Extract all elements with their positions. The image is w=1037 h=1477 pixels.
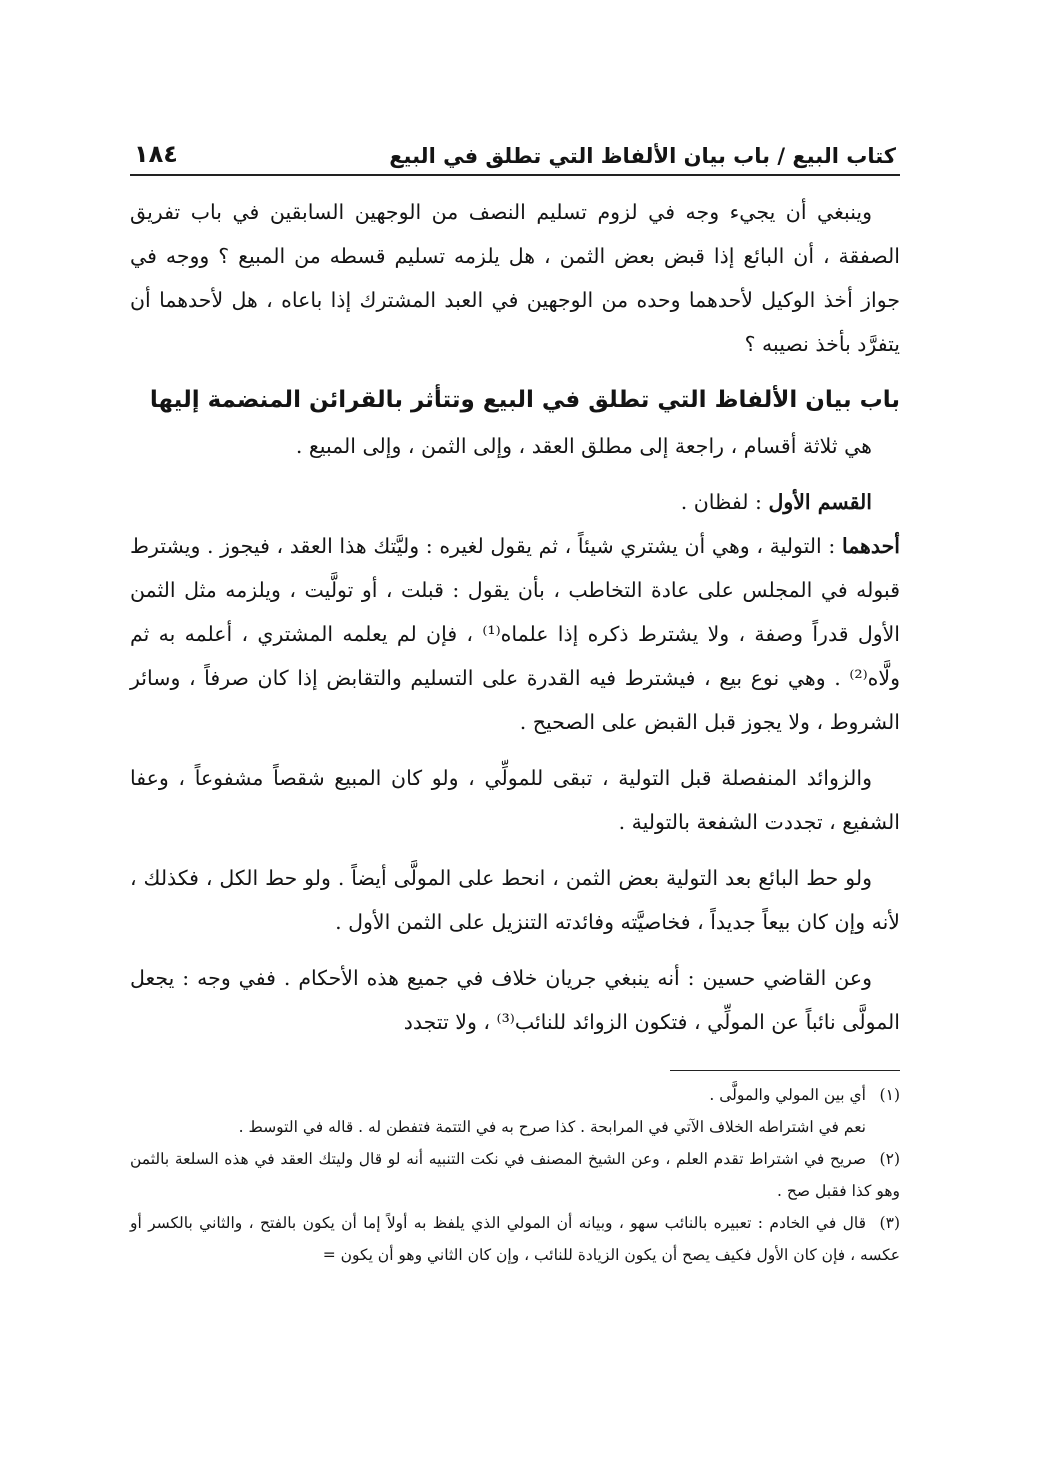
footnote-3-text: قال في الخادم : تعبيره بالنائب سهو ، وبيانه أن المولي الذي يلفظ به أولاً إما أن يكون بالفتح ، والثاني بالكسر أو عكسه ، فإن كان الأول فكيف يصح أن يكون الزيادة للنائب ، وإن كان الثاني وهو أن يكون = — [130, 1214, 900, 1264]
book-page — [130, 128, 900, 1271]
footnotes — [130, 1079, 900, 1271]
first-text: : التولية ، وهي أن يشتري شيئاً ، ثم يقول لغيره : وليَّتك هذا العقد ، فيجوز . ويشترط قبوله في المجلس على عادة التخاطب ، بأن يقول : قبلت ، أو تولَّيت ، ويلزمه مثل الثمن الأول قدراً وصفة ، ولا يشترط ذكره إذا علماه⁽¹⁾ ، فإن لم يعلمه المشتري ، أعلمه به ثم ولَّاه⁽²⁾ . وهي نوع بيع ، فيشترط فيه القدرة على التسليم والتقابض إذا كان صرفاً ، وسائر الشروط ، ولا يجوز قبل القبض على الصحيح . — [130, 534, 900, 734]
page-number: ١٨٤ — [134, 140, 178, 168]
running-header — [130, 128, 900, 176]
paragraph-qadi-husayn: وعن القاضي حسين : أنه ينبغي جريان خلاف في جميع هذه الأحكام . ففي وجه : يجعل المولَّى نائباً عن المولِّي ، فتكون الزوائد للنائب⁽³⁾ ، ولا تتجدد — [130, 966, 900, 1034]
section-rest: : لفظان . — [680, 490, 769, 514]
footnote-3-number: (٣) — [879, 1214, 900, 1232]
footnote-3 — [130, 1207, 900, 1271]
paragraph-section-one — [130, 480, 900, 524]
section-label: القسم الأول — [768, 490, 872, 514]
paragraph-divisions: هي ثلاثة أقسام ، راجعة إلى مطلق العقد ، وإلى الثمن ، وإلى المبيع . — [295, 434, 872, 458]
paragraph-intro: وينبغي أن يجيء وجه في لزوم تسليم النصف من الوجهين السابقين في باب تفريق الصفقة ، أن البائع إذا قبض بعض الثمن ، هل يلزمه تسليم قسطه من المبيع ؟ ووجه في جواز أخذ الوكيل لأحدهما وحده من الوجهين في العبد المشترك إذا باعاه ، هل لأحدهما أن يتفرَّد بأخذ نصيبه ؟ — [130, 200, 900, 356]
footnote-1-continuation: نعم في اشتراطه الخلاف الآتي في المرابحة . كذا صرح به في التتمة فتفطن له . قاله في التوسط . — [238, 1118, 866, 1136]
header-title: كتاب البيع / باب بيان الألفاظ التي تطلق في البيع — [389, 144, 896, 168]
paragraph-zawaid: والزوائد المنفصلة قبل التولية ، تبقى للمولِّي ، ولو كان المبيع شقصاً مشفوعاً ، وعفا الشفيع ، تجددت الشفعة بالتولية . — [130, 766, 900, 834]
footnote-2-text: صريح في اشتراط تقدم العلم ، وعن الشيخ المصنف في نكت التنبيه أنه لو قال وليتك العقد في هذه السلعة بالثمن وهو كذا فقبل صح . — [130, 1150, 900, 1200]
paragraph-hatt: ولو حط البائع بعد التولية بعض الثمن ، انحط على المولَّى أيضاً . ولو حط الكل ، فكذلك ، لأنه وإن كان بيعاً جديداً ، فخاصيَّته وفائدته التنزيل على الثمن الأول . — [130, 866, 900, 934]
footnote-2 — [130, 1143, 900, 1207]
footnote-separator — [670, 1070, 900, 1071]
footnote-1-text: أي بين المولي والمولَّى . — [709, 1086, 866, 1104]
footnote-1-number: (١) — [879, 1086, 900, 1104]
footnote-2-number: (٢) — [879, 1150, 900, 1168]
main-text — [130, 190, 900, 1044]
first-label: أحدهما — [841, 534, 900, 558]
chapter-title: باب بيان الألفاظ التي تطلق في البيع وتتأثر بالقرائن المنضمة إليها — [149, 387, 900, 413]
paragraph-tawliya — [130, 524, 900, 744]
footnote-1 — [130, 1079, 900, 1111]
